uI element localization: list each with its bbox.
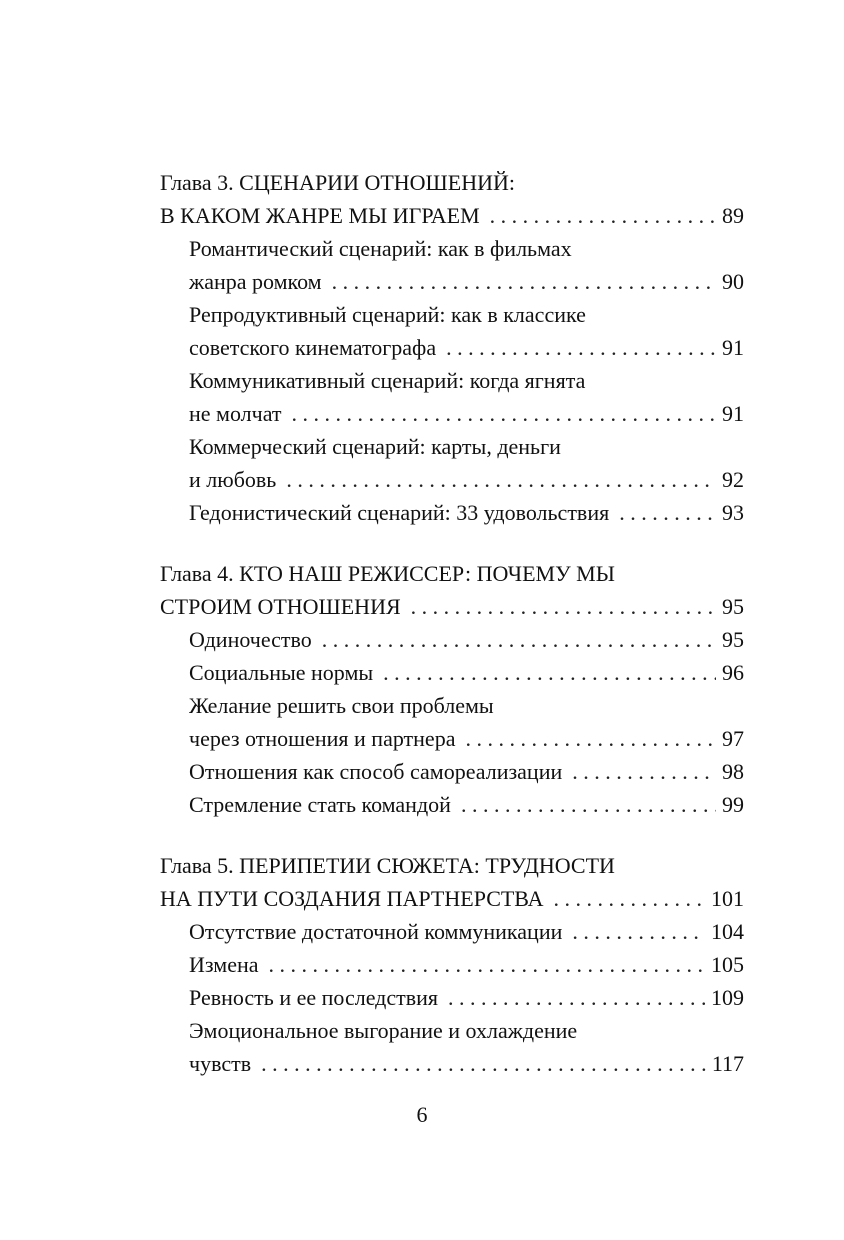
entry-title-line: Ревность и ее последствия [189, 985, 439, 1010]
entry-title-line: и любовь [189, 467, 277, 492]
leader-dots [572, 915, 705, 948]
entry-title-line: через отношения и партнера [189, 726, 456, 751]
leader-dots [383, 656, 716, 689]
entry-title-line: Эмоциональное выгорание и охлаждение [189, 1018, 578, 1043]
toc-entry [189, 915, 744, 948]
entry-row [189, 1047, 744, 1080]
entry-title-line: Одиночество [189, 627, 312, 652]
leader-dots [446, 331, 716, 364]
page-ref: 109 [711, 985, 744, 1010]
entry-title-line: Репродуктивный сценарий: как в классике [189, 302, 586, 327]
section-list [160, 915, 744, 1080]
leader-dots [292, 397, 716, 430]
leader-dots [461, 788, 716, 821]
entry-title-line: Коммерческий сценарий: карты, деньги [189, 434, 561, 459]
toc-entry [189, 496, 744, 529]
leader-dots [269, 948, 706, 981]
toc-chapter [160, 849, 744, 1080]
page-ref: 117 [711, 1051, 744, 1076]
entry-row [189, 397, 744, 430]
entry-row [189, 623, 744, 656]
page-ref: 91 [722, 401, 744, 426]
entry-title-line: не молчат [189, 401, 282, 426]
page-ref: 97 [722, 726, 744, 751]
chapter-title-row [160, 199, 744, 232]
entry-row [189, 788, 744, 821]
entry-title-line: Коммуникативный сценарий: когда ягнята [189, 368, 586, 393]
entry-title-line: Гедонистический сценарий: 33 удовольствия [189, 500, 610, 525]
chapter-title-row [160, 882, 744, 915]
toc-entry [189, 656, 744, 689]
entry-row [189, 755, 744, 788]
chapter-title-line: В КАКОМ ЖАНРЕ МЫ ИГРАЕМ [160, 203, 480, 228]
chapter-title-line: Глава 4. КТО НАШ РЕЖИССЕР: ПОЧЕМУ МЫ [160, 561, 615, 586]
toc-chapter [160, 557, 744, 821]
entry-title-line: Отношения как способ самореализации [189, 759, 563, 784]
toc-entry [189, 755, 744, 788]
entry-row [189, 265, 744, 298]
leader-dots [411, 590, 716, 623]
page-ref: 92 [722, 467, 744, 492]
toc-entry [189, 689, 744, 755]
page-ref: 93 [722, 500, 744, 525]
toc-entry [189, 623, 744, 656]
leader-dots [572, 755, 716, 788]
toc-entry [189, 298, 744, 364]
chapter-title-line: Глава 3. СЦЕНАРИИ ОТНОШЕНИЙ: [160, 170, 515, 195]
toc-chapter [160, 166, 744, 529]
entry-title-line: Социальные нормы [189, 660, 374, 685]
toc-entry [189, 232, 744, 298]
entry-row [189, 331, 744, 364]
leader-dots [619, 496, 716, 529]
entry-row [189, 656, 744, 689]
entry-title-line: жанра ромком [189, 269, 322, 294]
entry-title-line: чувств [189, 1051, 252, 1076]
page-ref: 90 [722, 269, 744, 294]
entry-title-line: Измена [189, 952, 259, 977]
toc-entry [189, 430, 744, 496]
leader-dots [448, 981, 705, 1014]
page-ref: 89 [722, 203, 744, 228]
section-list [160, 232, 744, 529]
leader-dots [261, 1047, 706, 1080]
page-ref: 95 [722, 627, 744, 652]
page-ref: 96 [722, 660, 744, 685]
entry-row [189, 915, 744, 948]
chapter-title-line: СТРОИМ ОТНОШЕНИЯ [160, 594, 401, 619]
page-ref: 104 [711, 919, 744, 944]
toc-entry [189, 364, 744, 430]
page-ref: 99 [722, 792, 744, 817]
chapter-title-line: НА ПУТИ СОЗДАНИЯ ПАРТНЕРСТВА [160, 886, 544, 911]
page-ref: 91 [722, 335, 744, 360]
entry-row [189, 948, 744, 981]
page-ref: 101 [711, 886, 744, 911]
page-ref: 95 [722, 594, 744, 619]
entry-row [189, 463, 744, 496]
page-ref: 105 [711, 952, 744, 977]
entry-row [189, 496, 744, 529]
leader-dots [322, 623, 716, 656]
leader-dots [332, 265, 716, 298]
entry-row [189, 981, 744, 1014]
leader-dots [490, 199, 716, 232]
page-number: 6 [416, 1102, 428, 1127]
toc-entry [189, 1014, 744, 1080]
entry-title-line: Стремление стать командой [189, 792, 451, 817]
table-of-contents [160, 166, 744, 1108]
entry-title-line: Отсутствие достаточной коммуникации [189, 919, 563, 944]
page-ref: 98 [722, 759, 744, 784]
toc-entry [189, 981, 744, 1014]
entry-title-line: советского кинематографа [189, 335, 437, 360]
toc-entry [189, 948, 744, 981]
leader-dots [465, 722, 716, 755]
leader-dots [286, 463, 716, 496]
entry-title-line: Романтический сценарий: как в фильмах [189, 236, 572, 261]
leader-dots [554, 882, 706, 915]
entry-row [189, 722, 744, 755]
chapter-title-line: Глава 5. ПЕРИПЕТИИ СЮЖЕТА: ТРУДНОСТИ [160, 853, 615, 878]
toc-entry [189, 788, 744, 821]
entry-title-line: Желание решить свои проблемы [189, 693, 494, 718]
section-list [160, 623, 744, 821]
chapter-title-row [160, 590, 744, 623]
